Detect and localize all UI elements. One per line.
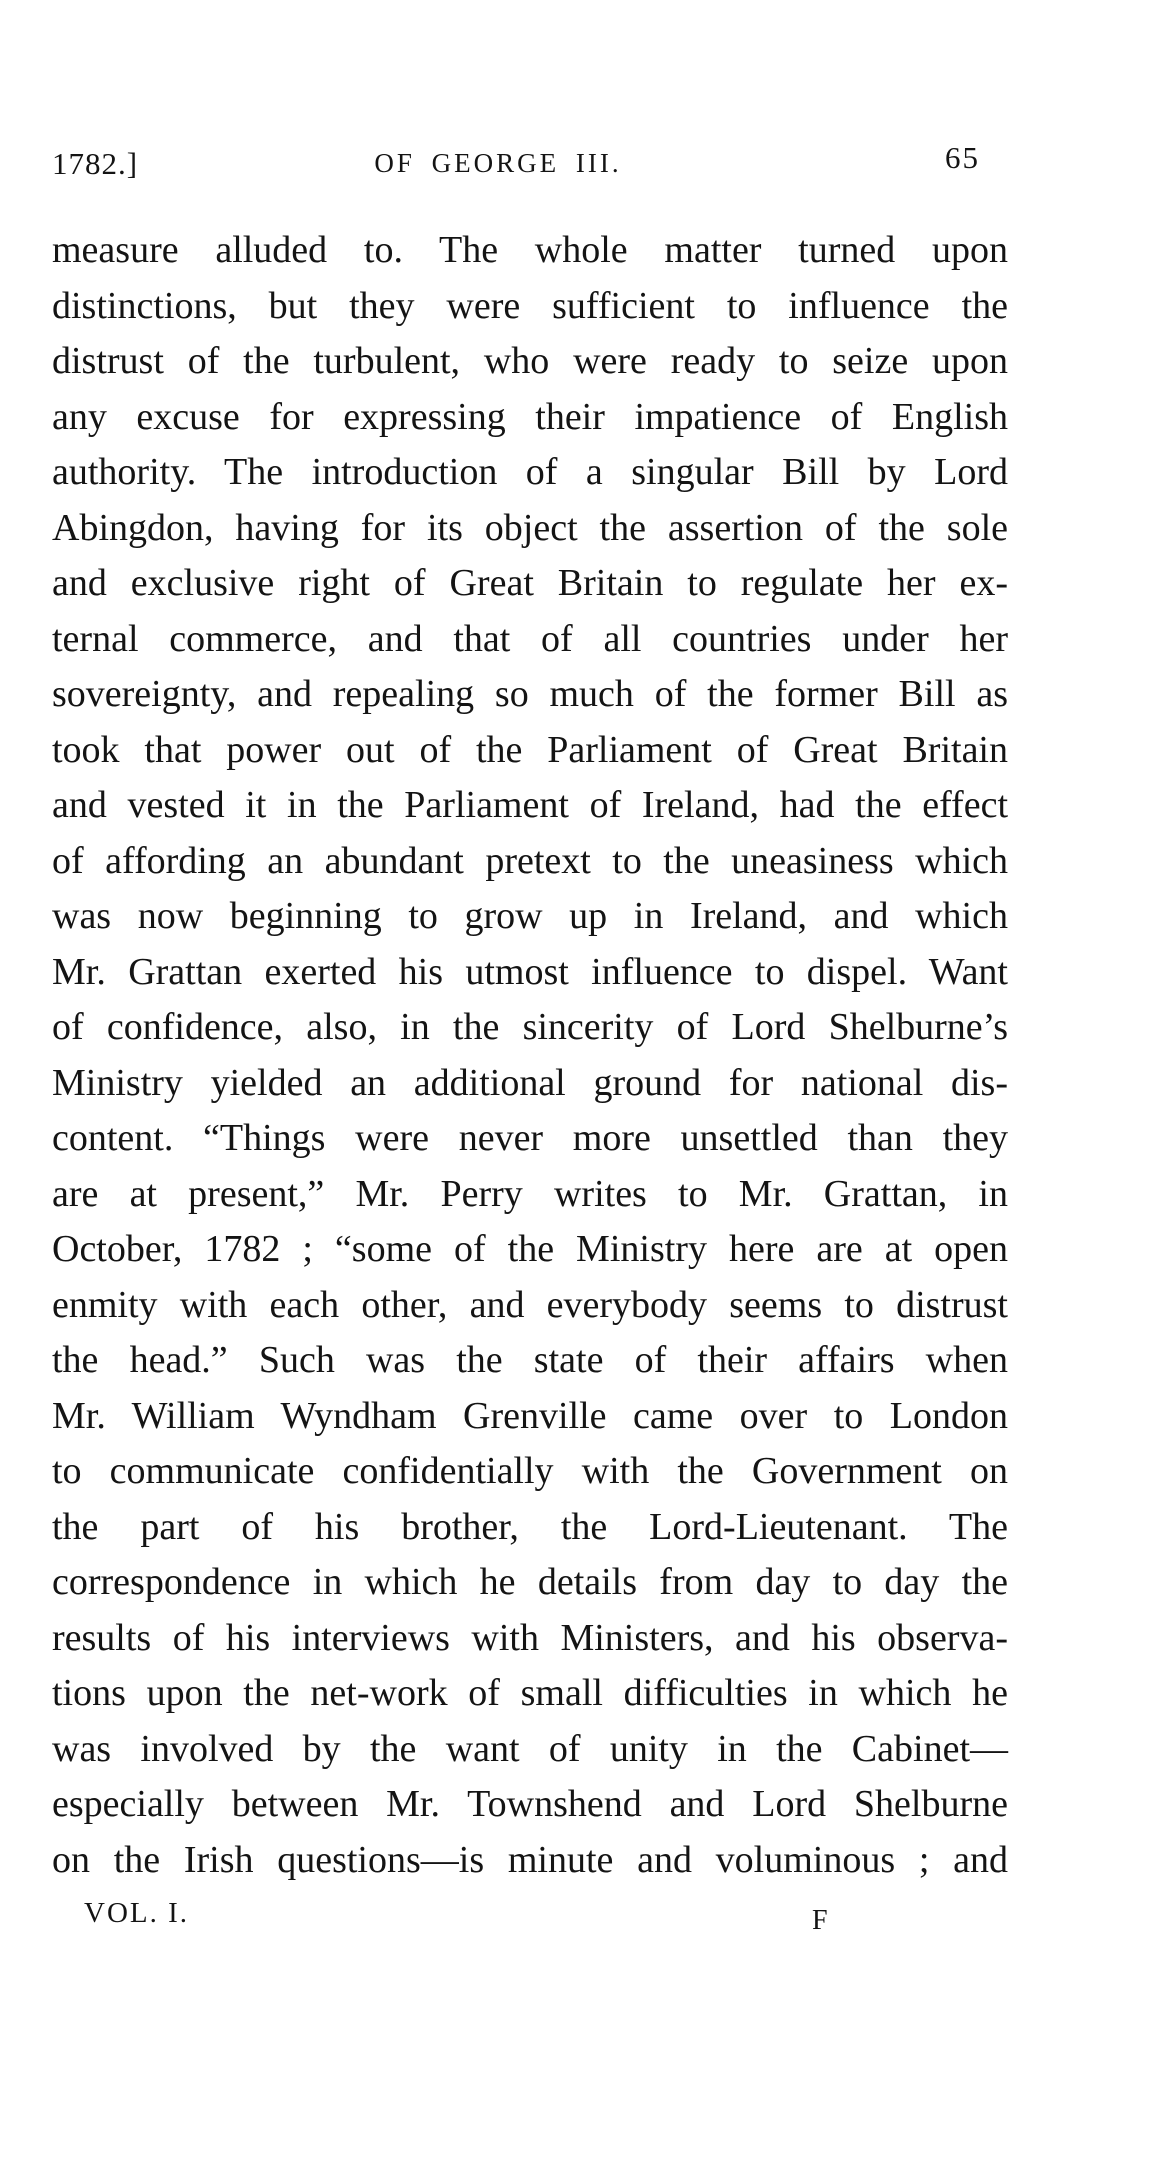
text-line: authority. The introduction of a singular Bill by Lord	[52, 451, 1008, 493]
text-line: and vested it in the Parliament of Ireland, had the effect	[52, 784, 1008, 826]
text-line: the part of his brother, the Lord-Lieutenant. The	[52, 1505, 1008, 1548]
text-line: of affording an abundant pretext to the uneasiness which	[52, 839, 1008, 882]
text-line: measure alluded to. The whole matter turned upon	[52, 229, 1008, 271]
text-line: especially between Mr. Townshend and Lord Shelburne	[52, 1783, 1008, 1825]
text-line: to communicate confidentially with the Government on	[52, 1450, 1008, 1492]
text-line: was involved by the want of unity in the Cabinet—	[52, 1727, 1008, 1770]
header-page-number: 65	[945, 140, 980, 175]
page-body	[52, 223, 1008, 1888]
header-title: OF GEORGE III.	[374, 148, 622, 178]
text-line: was now beginning to grow up in Ireland, and which	[52, 895, 1008, 937]
text-line: Ministry yielded an additional ground for national dis-	[52, 1061, 1008, 1104]
text-line: Abingdon, having for its object the assertion of the sole	[52, 506, 1008, 549]
text-line: are at present,” Mr. Perry writes to Mr. Grattan, in	[52, 1172, 1008, 1215]
page-footer	[52, 1893, 1008, 1943]
text-line: any excuse for expressing their impatience of English	[52, 395, 1008, 438]
volume-label: VOL. I.	[84, 1897, 190, 1929]
text-line: distrust of the turbulent, who were ready to seize upon	[52, 340, 1008, 382]
text-line: and exclusive right of Great Britain to regulate her ex-	[52, 562, 1008, 604]
text-line: ternal commerce, and that of all countries under her	[52, 617, 1008, 660]
text-line: the head.” Such was the state of their affairs when	[52, 1339, 1008, 1381]
signature-mark: F	[812, 1905, 828, 1936]
text-line: distinctions, but they were sufficient to influence the	[52, 284, 1008, 327]
text-line: tions upon the net-work of small difficulties in which he	[52, 1672, 1008, 1714]
text-line: took that power out of the Parliament of Great Britain	[52, 728, 1008, 771]
text-line: content. “Things were never more unsettled than they	[52, 1117, 1008, 1159]
text-line: October, 1782 ; “some of the Ministry here are at open	[52, 1228, 1008, 1270]
header-year: 1782.]	[52, 146, 139, 181]
text-line: enmity with each other, and everybody seems to distrust	[52, 1283, 1008, 1326]
text-line: results of his interviews with Ministers, and his observa-	[52, 1616, 1008, 1659]
text-line: Mr. Grattan exerted his utmost influence to dispel. Want	[52, 950, 1008, 993]
running-head	[52, 140, 1008, 184]
text-line: Mr. William Wyndham Grenville came over to London	[52, 1394, 1008, 1437]
text-line: of confidence, also, in the sincerity of Lord Shelburne’s	[52, 1006, 1008, 1048]
text-line: correspondence in which he details from day to day the	[52, 1561, 1008, 1603]
text-line: on the Irish questions—is minute and voluminous ; and	[52, 1838, 1008, 1881]
text-line: sovereignty, and repealing so much of the former Bill as	[52, 673, 1008, 715]
